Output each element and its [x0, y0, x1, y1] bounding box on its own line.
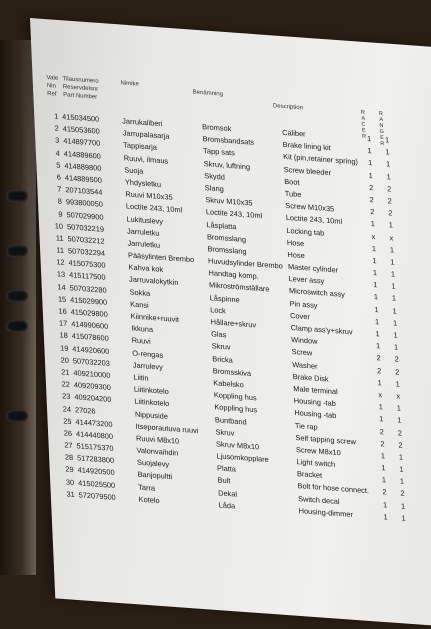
swedish-name: Dekal [217, 487, 238, 499]
swedish-name: Ljusomkopplare [216, 451, 269, 465]
item-number: 9 [58, 209, 63, 219]
binder-ring [6, 290, 28, 302]
header-nimike: Nimike [120, 80, 140, 88]
swedish-name: Bromsbandsats [202, 134, 255, 147]
qty-racer: 1 [371, 243, 377, 254]
swedish-name: Bricka [212, 353, 233, 365]
binder-edge [0, 40, 36, 575]
qty-ranger: 1 [390, 257, 395, 267]
qty-racer: 1 [378, 402, 384, 412]
header-label: Tilausnumero [62, 76, 99, 85]
finnish-name: Jarruletku [126, 226, 160, 238]
item-number: 29 [65, 464, 74, 475]
item-number: 26 [63, 428, 73, 438]
swedish-name: Bromsslang [206, 231, 247, 244]
english-description: Light switch [296, 457, 336, 469]
finnish-name: Jarruvalokytkin [128, 274, 179, 288]
finnish-name: O-rengas [132, 348, 164, 360]
swedish-name: Glas [211, 329, 227, 340]
finnish-name: Liitinkotelo [134, 396, 170, 409]
part-number: 507032203 [72, 355, 111, 368]
part-number: 414889500 [64, 173, 103, 185]
part-number: 415117500 [68, 270, 106, 283]
qty-racer: 1 [379, 414, 384, 424]
swedish-name: Skruv M10x35 [205, 195, 253, 208]
finnish-name: Liitin [133, 372, 149, 383]
qty-racer: 2 [376, 353, 381, 363]
finnish-name: Tappisarja [123, 140, 158, 153]
parts-list-page [30, 18, 431, 629]
english-description: Master cylinder [287, 262, 339, 275]
part-number: 507032294 [67, 246, 106, 258]
swedish-name: Bromsslang [207, 244, 247, 256]
item-number: 3 [54, 135, 60, 146]
swedish-name: Låda [218, 500, 236, 511]
qty-racer: 1 [375, 329, 380, 339]
item-number: 23 [62, 391, 71, 402]
part-number: 409204200 [74, 392, 112, 405]
part-number: 414920500 [77, 465, 115, 478]
qty-ranger: 1 [393, 330, 398, 340]
item-number: 22 [61, 379, 71, 390]
qty-racer: 2 [382, 487, 387, 497]
binder-ring [6, 190, 28, 202]
header-letter: E [380, 134, 384, 142]
qty-racer: 1 [373, 292, 379, 302]
qty-ranger: 2 [394, 354, 399, 365]
english-description: Locking tab [286, 225, 325, 238]
part-number: 414473200 [75, 416, 113, 429]
item-number: 24 [62, 403, 72, 414]
qty-racer: 1 [367, 146, 372, 156]
header-letter: R [361, 133, 367, 140]
qty-ranger: 1 [401, 513, 406, 523]
qty-ranger: 1 [395, 379, 400, 389]
swedish-name: Loctite 243, 10ml [205, 207, 263, 221]
qty-ranger: 1 [392, 305, 397, 316]
qty-racer: 1 [375, 341, 381, 351]
qty-racer: 1 [372, 255, 377, 266]
part-number: 414897700 [63, 136, 101, 149]
english-description: Housing -tab [293, 396, 336, 409]
finnish-name: Jarruletku [127, 238, 161, 250]
header-letter: G [379, 128, 385, 136]
swedish-name: Skydd [204, 170, 226, 182]
english-description: Screw [291, 347, 313, 358]
item-number: 14 [57, 281, 66, 292]
finnish-name: Lukituslevy [126, 213, 164, 226]
binder-ring [6, 245, 28, 257]
english-description: Tube [284, 188, 302, 200]
item-number: 2 [54, 123, 59, 133]
qty-racer: 1 [380, 451, 386, 461]
english-description: Tie rap [294, 420, 318, 432]
english-description: Caliber [281, 127, 306, 139]
part-number: 414889600 [63, 148, 101, 161]
english-description: Hose [287, 249, 305, 261]
english-description: Brake lining kit [282, 140, 331, 153]
part-number: 414920600 [72, 343, 110, 356]
finnish-name: Kahva kok [128, 262, 164, 275]
qty-ranger: 1 [386, 171, 391, 182]
header-letter: E [361, 127, 366, 134]
finnish-name: Ruuvi [131, 335, 151, 347]
english-description: Screw M10x35 [285, 201, 335, 214]
qty-racer: 2 [370, 207, 375, 217]
qty-racer: x [378, 390, 383, 400]
english-description: Bolt for hose connect. [297, 481, 370, 496]
finnish-name: Jarrukaliberi [121, 116, 163, 129]
item-number: 17 [58, 318, 68, 329]
swedish-name: Handtag komp. [208, 268, 259, 282]
swedish-name: Buntband [214, 414, 247, 427]
qty-ranger: 1 [388, 220, 394, 230]
part-number: 415053600 [62, 124, 100, 136]
part-number: 507029900 [66, 209, 104, 222]
qty-racer: 2 [369, 194, 375, 205]
part-number: 507032219 [66, 221, 105, 234]
part-number: 207103544 [65, 185, 103, 197]
item-number: 1 [53, 111, 59, 121]
english-description: Washer [292, 359, 318, 371]
qty-racer: 2 [368, 182, 374, 193]
swedish-name: Lock [209, 305, 226, 316]
item-number: 10 [54, 220, 64, 231]
swedish-name: Koppling hus [214, 402, 258, 415]
parts-table [46, 111, 431, 530]
binder-ring [6, 320, 28, 332]
finnish-name: Yhdysletku [124, 177, 162, 189]
qty-racer: 1 [373, 280, 378, 290]
qty-racer: 1 [382, 499, 388, 510]
qty-racer: 1 [367, 158, 373, 168]
swedish-name: Mikroströmställare [208, 280, 270, 294]
qty-racer: 1 [368, 170, 373, 180]
qty-ranger: 1 [384, 135, 390, 145]
qty-ranger: 1 [396, 403, 402, 413]
header-label: Part Number [63, 92, 98, 101]
item-number: 21 [60, 367, 70, 377]
qty-ranger: 2 [397, 427, 403, 438]
finnish-name: Kansi [129, 299, 149, 310]
swedish-name: Platta [216, 463, 237, 474]
english-description: Screw bleeder [283, 164, 332, 177]
header-letter: A [361, 115, 366, 122]
part-number: 27026 [74, 404, 96, 416]
swedish-name: Låspinne [209, 292, 240, 305]
binder-ring [6, 410, 28, 422]
item-number: 19 [59, 342, 69, 353]
english-description: Microswitch assy [288, 286, 346, 300]
qty-ranger: 1 [393, 342, 399, 352]
swedish-name: Tapp sats [203, 146, 236, 158]
part-number: 517283800 [76, 453, 115, 466]
qty-ranger: 1 [399, 476, 405, 487]
part-number: 415025500 [77, 477, 116, 490]
item-number: 4 [55, 148, 60, 158]
english-description: Kit (pin,retainer spring) [282, 152, 359, 167]
header-label: Reservdelsnr [62, 84, 99, 93]
header-label: Ref [47, 91, 57, 98]
part-number: 515175370 [76, 441, 114, 454]
part-number: 415075300 [68, 258, 106, 271]
header-letter: C [361, 121, 366, 128]
header-benamning: Benämning [192, 89, 224, 98]
english-description: Cover [289, 310, 311, 322]
item-number: 31 [66, 489, 75, 499]
finnish-name: Jarrulevy [132, 360, 163, 372]
item-number: 8 [57, 196, 63, 207]
qty-ranger: 1 [398, 452, 404, 462]
part-number: 409210000 [73, 368, 111, 380]
english-description: Bracket [296, 469, 323, 481]
swedish-name: Skruv [211, 341, 231, 352]
header-letter: R [360, 109, 366, 116]
finnish-name: Ikkuna [131, 323, 154, 335]
part-number: 415029800 [70, 307, 108, 319]
finnish-name: Suoja [124, 165, 144, 176]
swedish-name: Bromsok [201, 122, 232, 134]
finnish-name: Itseporautuva ruuvi [135, 421, 199, 435]
qty-ranger: 1 [391, 293, 397, 304]
english-description: Pin assy [289, 298, 318, 310]
finnish-name: Pääsylinteri Brembo [127, 250, 195, 265]
finnish-name: Banjopultti [137, 470, 173, 482]
finnish-name: Ruuvi M10x35 [125, 189, 173, 202]
item-number: 6 [56, 172, 62, 182]
finnish-name: Kotelo [138, 494, 160, 505]
part-number: 415034500 [62, 112, 100, 124]
finnish-name: Jarrupalasarja [122, 128, 170, 141]
english-description: Male terminal [293, 383, 338, 397]
qty-racer: 1 [377, 377, 382, 388]
item-number: 15 [57, 294, 67, 304]
qty-ranger: 2 [398, 440, 403, 450]
swedish-name: Bult [217, 475, 231, 486]
qty-racer: 2 [380, 438, 385, 449]
qty-racer: 1 [374, 304, 379, 314]
part-number: 572079500 [78, 490, 116, 502]
finnish-name: Suojalevy [136, 457, 170, 470]
item-number: 25 [63, 416, 72, 426]
item-number: 16 [58, 306, 67, 316]
part-number: 409209300 [73, 380, 112, 393]
qty-racer: 1 [370, 219, 376, 229]
qty-racer: 2 [379, 426, 385, 436]
english-description: Boot [284, 176, 300, 187]
finnish-name: Loctite 243, 10ml [125, 201, 183, 215]
header-label: Nin [46, 83, 57, 90]
qty-ranger: 2 [388, 208, 393, 218]
english-description: Window [290, 335, 318, 347]
item-number: 13 [56, 269, 66, 280]
part-number: 415078600 [71, 331, 109, 344]
swedish-name: Huvudsylinder Brembo [207, 256, 283, 271]
qty-racer: 1 [374, 316, 380, 327]
qty-ranger: 1 [385, 147, 390, 157]
part-number: 414990600 [71, 319, 109, 332]
item-number: 27 [64, 440, 73, 451]
swedish-name: Koppling hus [213, 390, 257, 403]
header-label: Vale [46, 75, 59, 82]
qty-racer: x [371, 231, 376, 241]
header-description: Description [272, 103, 304, 112]
header-letter: R [380, 140, 385, 148]
english-description: Housing -tab [294, 408, 337, 421]
item-number: 28 [64, 452, 74, 463]
finnish-name: Ruuvi, ilmaus [123, 152, 169, 166]
qty-ranger: 2 [386, 184, 392, 194]
swedish-name: Låsplatta [206, 219, 237, 231]
item-number: 11 [56, 245, 65, 255]
qty-racer: 1 [381, 475, 387, 485]
finnish-name: Nippuside [134, 409, 169, 421]
item-number: 7 [57, 184, 62, 194]
header-letter: R [378, 110, 384, 118]
finnish-name: Ruuvi M8x10 [135, 433, 180, 446]
header-letter: N [379, 122, 384, 130]
part-number: 993800050 [65, 197, 104, 210]
english-description: Switch decal [297, 493, 340, 506]
english-description: Screw M8x10 [295, 444, 341, 458]
finnish-name: Valonvaihdin [136, 445, 179, 458]
qty-ranger: 1 [397, 415, 402, 426]
qty-ranger: 1 [390, 269, 396, 279]
item-number: 18 [59, 330, 68, 341]
qty-ranger: 1 [399, 464, 404, 474]
qty-ranger: 1 [389, 244, 395, 255]
english-description: Loctite 243, 10ml [285, 213, 343, 227]
qty-racer: 2 [376, 365, 382, 375]
finnish-name: Sokka [129, 287, 151, 298]
part-number: 507032212 [67, 234, 105, 246]
english-description: Brake Disk [292, 371, 329, 384]
item-number: 5 [56, 160, 61, 170]
qty-racer: 1 [381, 463, 386, 473]
english-description: Housing-dimmer [298, 505, 354, 519]
english-description: Lever assy [288, 274, 325, 286]
qty-ranger: 1 [392, 318, 398, 328]
finnish-name: Tarra [137, 482, 156, 493]
swedish-name: Kabelsko [213, 378, 244, 390]
item-number: 11 [55, 233, 64, 243]
finnish-name: Liitinkotelo [133, 384, 169, 397]
swedish-name: Hållare+skruv [210, 317, 257, 330]
qty-ranger: 2 [387, 196, 393, 206]
item-number: 20 [60, 355, 70, 365]
swedish-name: Skruv, luftning [203, 158, 251, 172]
qty-racer: 1 [366, 133, 372, 144]
swedish-name: Bromsskiva [212, 366, 252, 378]
swedish-name: Skruv M8x10 [215, 439, 260, 452]
item-number: 12 [56, 257, 65, 268]
part-number: 414889800 [64, 160, 102, 173]
qty-racer: 1 [383, 512, 388, 522]
qty-ranger: 1 [385, 159, 391, 169]
swedish-name: Slang [204, 183, 224, 194]
english-description: Hose [286, 237, 305, 248]
part-number: 507032280 [69, 282, 107, 295]
english-description: Clamp ass'y+skruv [290, 322, 353, 337]
part-number: 414440800 [75, 429, 114, 441]
english-description: Self tapping screw [295, 432, 356, 447]
qty-ranger: x [389, 232, 394, 243]
qty-racer: 1 [372, 268, 378, 278]
swedish-name: Skruv [215, 427, 235, 438]
qty-ranger: 1 [400, 501, 406, 511]
header-letter: A [379, 116, 384, 124]
qty-ranger: 2 [400, 488, 405, 499]
qty-ranger: 1 [391, 281, 396, 291]
finnish-name: Kiinnike+ruuvit [130, 311, 180, 324]
qty-ranger: x [396, 391, 401, 401]
item-number: 30 [65, 477, 75, 487]
part-number: 415029900 [69, 295, 108, 307]
qty-ranger: 2 [394, 366, 400, 377]
